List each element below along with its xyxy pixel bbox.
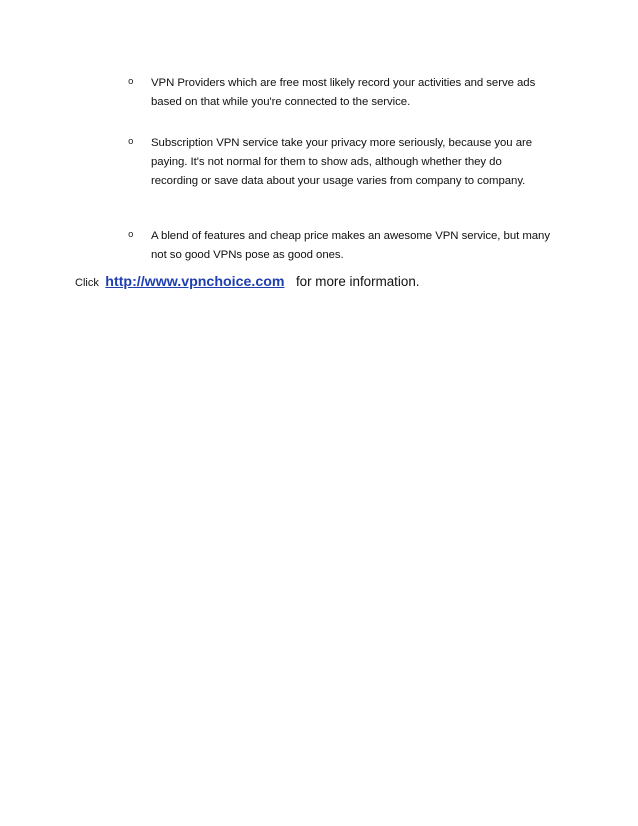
- click-suffix-text: for more information.: [295, 274, 420, 289]
- bullet-text: A blend of features and cheap price makes an awesome VPN service, but many not so good VPNs pose as good ones.: [151, 230, 550, 261]
- vpnchoice-link[interactable]: http://www.vpnchoice.com: [105, 274, 285, 290]
- bullet-marker-icon: o: [128, 77, 134, 87]
- click-prefix-text: Click: [75, 277, 99, 289]
- bullet-text: Subscription VPN service take your privacy more seriously, because you are paying. It's not normal for them to show ads, although whether they do recording or save data about your usage varies from company to company.: [151, 137, 533, 187]
- bullet-marker-icon: o: [128, 230, 134, 240]
- bullet-text: VPN Providers which are free most likely record your activities and serve ads based on that while you're connected to the service.: [151, 77, 536, 108]
- more-info-line: [75, 273, 420, 291]
- bullet-marker-icon: o: [128, 137, 134, 147]
